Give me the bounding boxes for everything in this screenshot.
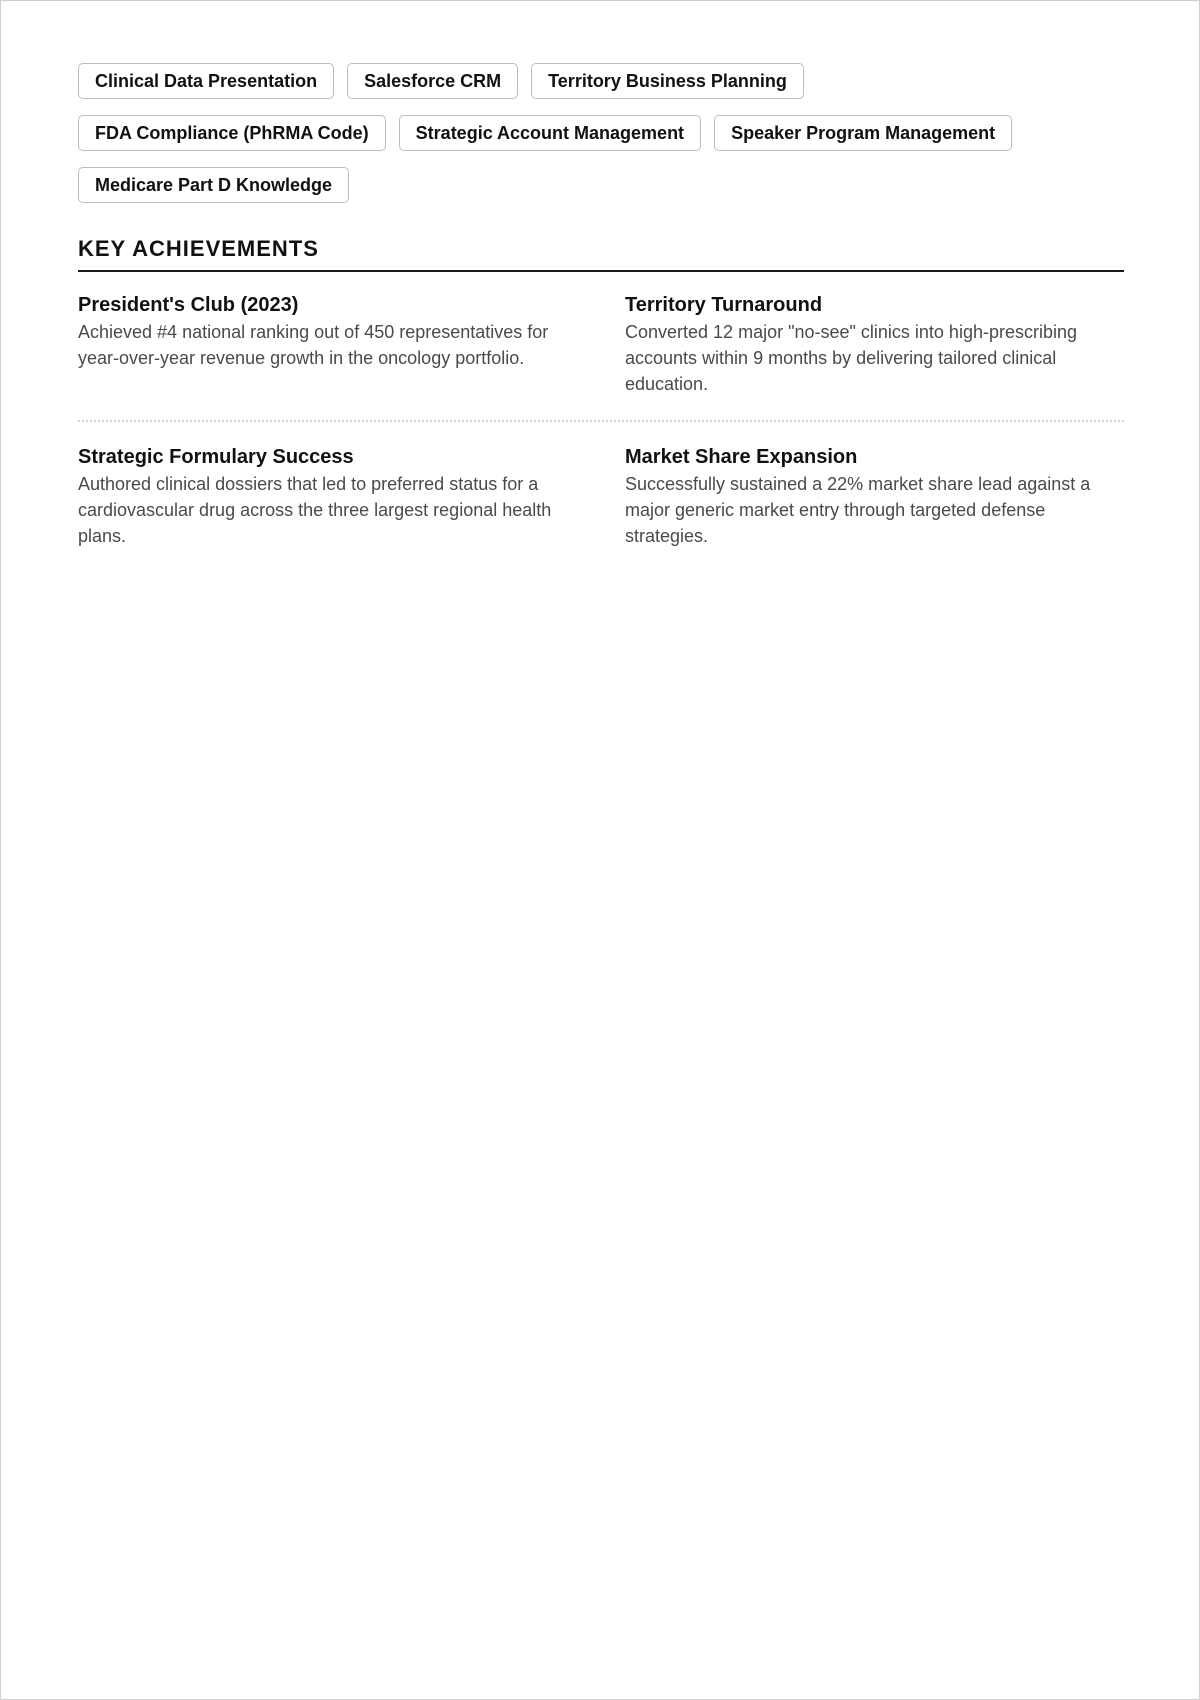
achievement-title: President's Club (2023) — [78, 294, 299, 316]
achievement-item — [625, 293, 1124, 397]
skills-list — [78, 63, 1124, 203]
achievement-title: Strategic Formulary Success — [78, 446, 354, 468]
achievement-description: Converted 12 major "no-see" clinics into high-prescribing accounts within 9 months by delivering tailored clinical education. — [625, 322, 1077, 394]
section-title-key-achievements: KEY ACHIEVEMENTS — [78, 236, 1124, 272]
achievement-title: Territory Turnaround — [625, 294, 823, 316]
skill-tag: FDA Compliance (PhRMA Code) — [78, 115, 386, 151]
skill-tag: Clinical Data Presentation — [78, 63, 334, 99]
skill-tag: Salesforce CRM — [347, 63, 518, 99]
skill-tag: Territory Business Planning — [531, 63, 804, 99]
achievements-row — [78, 293, 1124, 422]
achievement-description: Authored clinical dossiers that led to preferred status for a cardiovascular drug across the three largest regional health plans. — [78, 474, 552, 546]
achievement-item — [78, 445, 577, 549]
skill-tag: Speaker Program Management — [714, 115, 1012, 151]
skill-tag: Strategic Account Management — [399, 115, 701, 151]
achievement-description: Successfully sustained a 22% market share lead against a major generic market entry through targeted defense strategies. — [625, 474, 1091, 546]
achievement-title: Market Share Expansion — [625, 446, 858, 468]
achievement-item — [625, 445, 1124, 549]
achievement-description: Achieved #4 national ranking out of 450 representatives for year-over-year revenue growth in the oncology portfolio. — [78, 322, 549, 368]
achievements-row — [78, 422, 1124, 549]
achievements-grid — [78, 293, 1124, 549]
page-content — [78, 63, 1124, 549]
achievement-item — [78, 293, 577, 397]
skill-tag: Medicare Part D Knowledge — [78, 167, 349, 203]
